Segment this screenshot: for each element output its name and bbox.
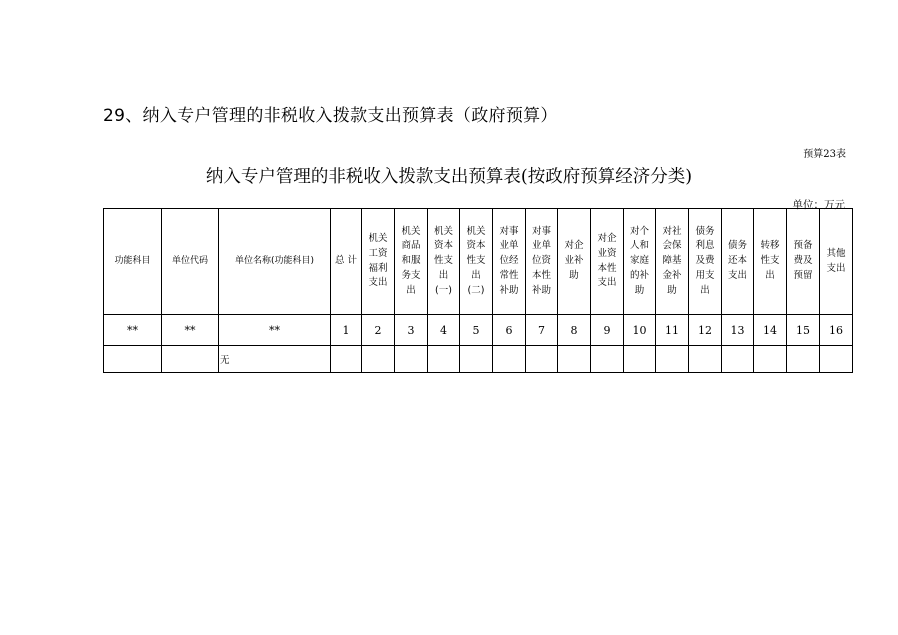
col-header-capital-2 <box>460 209 493 315</box>
index-cell: 14 <box>754 315 787 346</box>
index-cell: 5 <box>460 315 493 346</box>
data-cell <box>331 346 362 373</box>
col-header-label: 对个人和家庭的补助 <box>629 225 649 296</box>
col-header-label: 机关商品和服务支出 <box>401 225 421 296</box>
col-header-capital-1 <box>428 209 460 315</box>
data-cell <box>460 346 493 373</box>
page-heading: 29、纳入专户管理的非税收入拨款支出预算表（政府预算） <box>103 106 558 126</box>
col-header-goods-services <box>395 209 428 315</box>
index-row <box>104 315 853 346</box>
data-cell <box>493 346 526 373</box>
data-cell <box>526 346 558 373</box>
data-cell <box>558 346 591 373</box>
data-cell <box>162 346 219 373</box>
data-cell <box>104 346 162 373</box>
index-cell: 4 <box>428 315 460 346</box>
col-header-unit-code: 单位代码 <box>162 209 219 315</box>
table-row <box>104 346 853 373</box>
col-header-institution-capital <box>526 209 558 315</box>
index-cell: 7 <box>526 315 558 346</box>
col-header-label: 其他支出 <box>826 247 846 274</box>
col-header-debt-principal <box>722 209 754 315</box>
data-cell <box>395 346 428 373</box>
index-cell: 11 <box>656 315 689 346</box>
col-header-total: 总 计 <box>331 209 362 315</box>
data-cell <box>624 346 656 373</box>
col-header-reserve <box>787 209 820 315</box>
col-header-label: 对事业单位经常性补助 <box>499 225 519 296</box>
data-cell <box>689 346 722 373</box>
col-header-social-security <box>656 209 689 315</box>
index-cell: 8 <box>558 315 591 346</box>
col-header-label: 机关资本性支出(二) <box>466 225 486 296</box>
index-cell: 15 <box>787 315 820 346</box>
data-cell <box>428 346 460 373</box>
col-header-label: 对企业补助 <box>564 240 584 281</box>
col-header-salary <box>362 209 395 315</box>
col-header-other <box>820 209 853 315</box>
data-cell <box>656 346 689 373</box>
index-cell: ** <box>219 315 331 346</box>
col-header-unit-name: 单位名称(功能科目) <box>219 209 331 315</box>
index-cell: ** <box>104 315 162 346</box>
col-header-debt-interest <box>689 209 722 315</box>
col-header-label: 对社会保障基金补助 <box>662 225 682 296</box>
index-cell: 16 <box>820 315 853 346</box>
index-cell: 10 <box>624 315 656 346</box>
col-header-label: 对事业单位资本性补助 <box>531 225 551 296</box>
index-cell: 3 <box>395 315 428 346</box>
col-header-label: 预备费及预留 <box>793 240 813 281</box>
data-cell <box>362 346 395 373</box>
index-cell: 13 <box>722 315 754 346</box>
col-header-label: 机关资本性支出(一) <box>433 225 453 296</box>
col-header-function-subject: 功能科目 <box>104 209 162 315</box>
col-header-transfer <box>754 209 787 315</box>
col-header-enterprise-capital <box>591 209 624 315</box>
col-header-label: 债务还本支出 <box>727 240 747 281</box>
data-cell <box>787 346 820 373</box>
col-header-label: 转移性支出 <box>760 240 780 281</box>
data-cell <box>722 346 754 373</box>
col-header-label: 债务利息及费用支出 <box>695 225 715 296</box>
col-header-label: 机关工资福利支出 <box>368 233 388 289</box>
index-cell: 6 <box>493 315 526 346</box>
index-cell: 2 <box>362 315 395 346</box>
col-header-institution-recurrent <box>493 209 526 315</box>
data-cell <box>820 346 853 373</box>
col-header-label: 对企业资本性支出 <box>597 233 617 289</box>
col-header-household-subsidy <box>624 209 656 315</box>
unit-label: 单位：万元 <box>792 199 845 211</box>
unit-name-cell: 无 <box>219 346 331 373</box>
budget-table <box>103 208 853 373</box>
index-cell: ** <box>162 315 219 346</box>
index-cell: 12 <box>689 315 722 346</box>
index-cell: 9 <box>591 315 624 346</box>
data-cell <box>591 346 624 373</box>
table-title: 纳入专户管理的非税收入拨款支出预算表(按政府预算经济分类) <box>205 167 693 187</box>
header-row <box>104 209 853 315</box>
col-header-enterprise-subsidy <box>558 209 591 315</box>
form-number: 预算23表 <box>803 149 846 160</box>
index-cell: 1 <box>331 315 362 346</box>
data-cell <box>754 346 787 373</box>
